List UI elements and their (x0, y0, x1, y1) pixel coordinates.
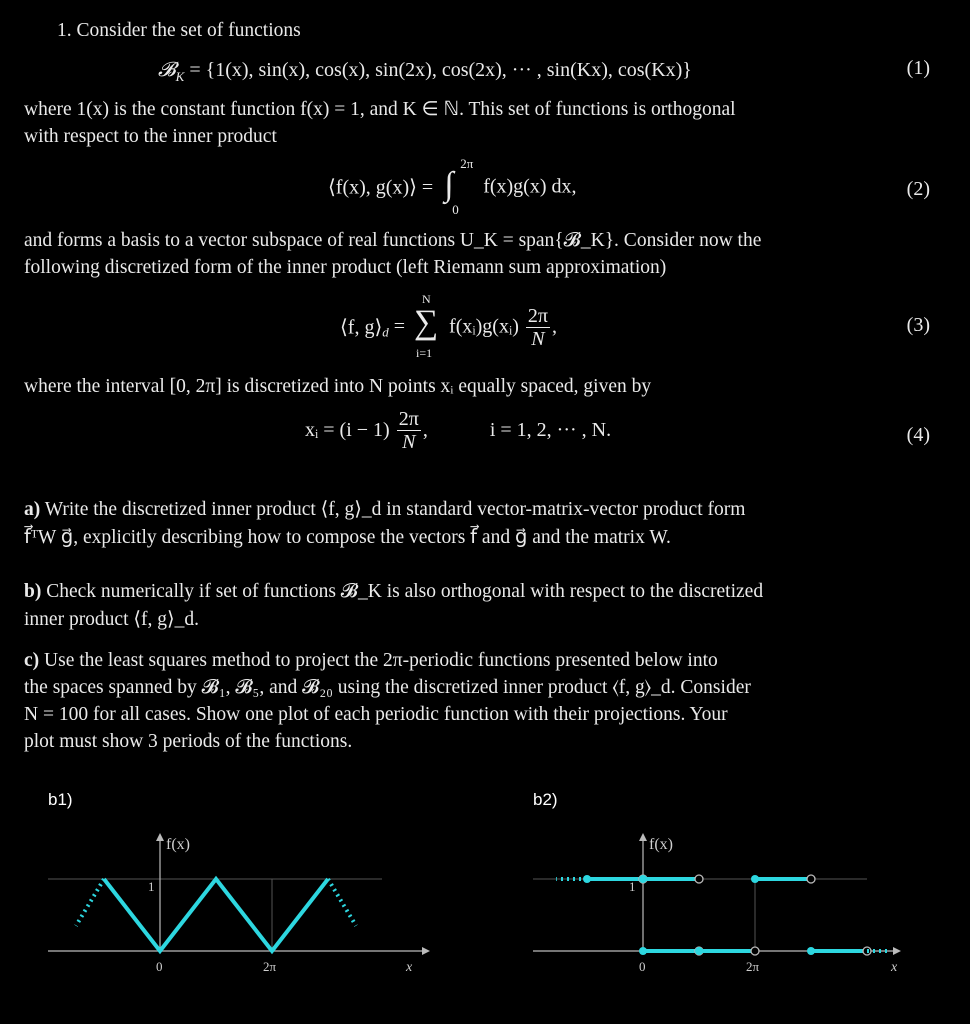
paragraph-1-line-1: where 1(x) is the constant function f(x) = 1, and K ∈ ℕ. This set of functions is orthogonal (24, 99, 736, 120)
question-c-line-4: plot must show 3 periods of the functions. (24, 731, 353, 752)
b2-segment-5-closed-point (807, 947, 815, 955)
b1-left-continuation (76, 879, 104, 926)
b1-tick-2pi: 2π (263, 959, 277, 974)
paragraph-2-line-1: and forms a basis to a vector subspace of real functions U_K = span{𝓑_K}. Consider now the (24, 230, 762, 251)
question-a-line-2: f⃗ᵀW g⃗, explicitly describing how to compose the vectors f⃗ and g⃗ and the matrix W. (24, 527, 671, 548)
equation-2: ⟨f(x), g(x)⟩ = ∫ 2π 0 f(x)g(x) dx, (328, 156, 577, 217)
paragraph-3: where the interval [0, 2π] is discretized into N points xᵢ equally spaced, given by (24, 376, 652, 397)
question-c-line-1: c) Use the least squares method to project the 2π-periodic functions presented below into (24, 650, 718, 671)
equation-3: ⟨f, $g⟩_d$ = N ∑ i=1 f(xᵢ)g(xᵢ) $\frac{2\pi}{N}$ , (340, 292, 557, 360)
paragraph-1-line-2: with respect to the inner product (24, 126, 277, 147)
b1-y-axis-arrow (156, 833, 164, 841)
b1-tick-zero: 0 (156, 959, 163, 974)
b1-tick-one: 1 (148, 879, 155, 894)
question-b-line-1: b) Check numerically if set of functions 𝓑_K is also orthogonal with respect to the discretized (24, 581, 764, 602)
equation-1: 𝓑$_K$ = {1(x), sin(x), cos(x), sin(2x), cos(2x), ··· , sin(Kx), cos(Kx)} (158, 57, 692, 84)
b2-segment-4-closed-point (751, 875, 759, 883)
b2-y-axis-arrow (639, 833, 647, 841)
b1-x-axis-label: x (406, 960, 413, 975)
b2-segment-2-closed-point (639, 875, 647, 883)
question-c-line-3: N = 100 for all cases. Show one plot of each periodic function with their projections. Your (24, 704, 728, 725)
b1-triangle-series-line (104, 879, 328, 951)
question-c-line-2: the spaces spanned by 𝓑₁, 𝓑₅, and 𝓑₂₀ using the discretized inner product ⟨f, g⟩_d. Consider (24, 677, 751, 698)
problem-intro: 1. Consider the set of functions (57, 20, 301, 41)
b1-y-axis-label: f(x) (166, 836, 190, 853)
paragraph-2-line-2: following discretized form of the inner product (left Riemann sum approximation) (24, 257, 667, 278)
b2-tick-zero: 0 (639, 959, 646, 974)
b2-tick-one: 1 (629, 879, 636, 894)
b2-segment-3-closed-point (695, 947, 703, 955)
b2-x-axis-arrow (893, 947, 901, 955)
b2-x-axis-label: x (891, 960, 898, 975)
figure-b2-square-wave (525, 825, 925, 985)
equation-4: xᵢ = (i − 1) $\frac{2\pi}{N}$ , i = 1, 2, ··· , N. (305, 408, 612, 453)
equation-number-1: (1) (906, 57, 930, 79)
b2-segment-1-closed-point (639, 947, 647, 955)
question-b-line-2: inner product ⟨f, g⟩_d. (24, 609, 199, 630)
b2-tick-2pi: 2π (746, 959, 760, 974)
b2-segment-4-open-point (807, 875, 815, 883)
figure-b1-label: b1) (48, 790, 73, 809)
equation-number-2: (2) (906, 178, 930, 200)
b2-segment-3-open-point (751, 947, 759, 955)
b2-segment-2-open-point (695, 875, 703, 883)
b2-y-axis-label: f(x) (649, 836, 673, 853)
equation-number-4: (4) (906, 424, 930, 446)
equation-number-3: (3) (906, 314, 930, 336)
b1-right-continuation (328, 879, 356, 926)
figure-b2-label: b2) (533, 790, 558, 809)
b1-x-axis-arrow (422, 947, 430, 955)
question-a-line-1: a) Write the discretized inner product ⟨f, g⟩_d in standard vector-matrix-vector product form (24, 499, 746, 520)
figure-b1-triangle-wave (40, 825, 440, 985)
